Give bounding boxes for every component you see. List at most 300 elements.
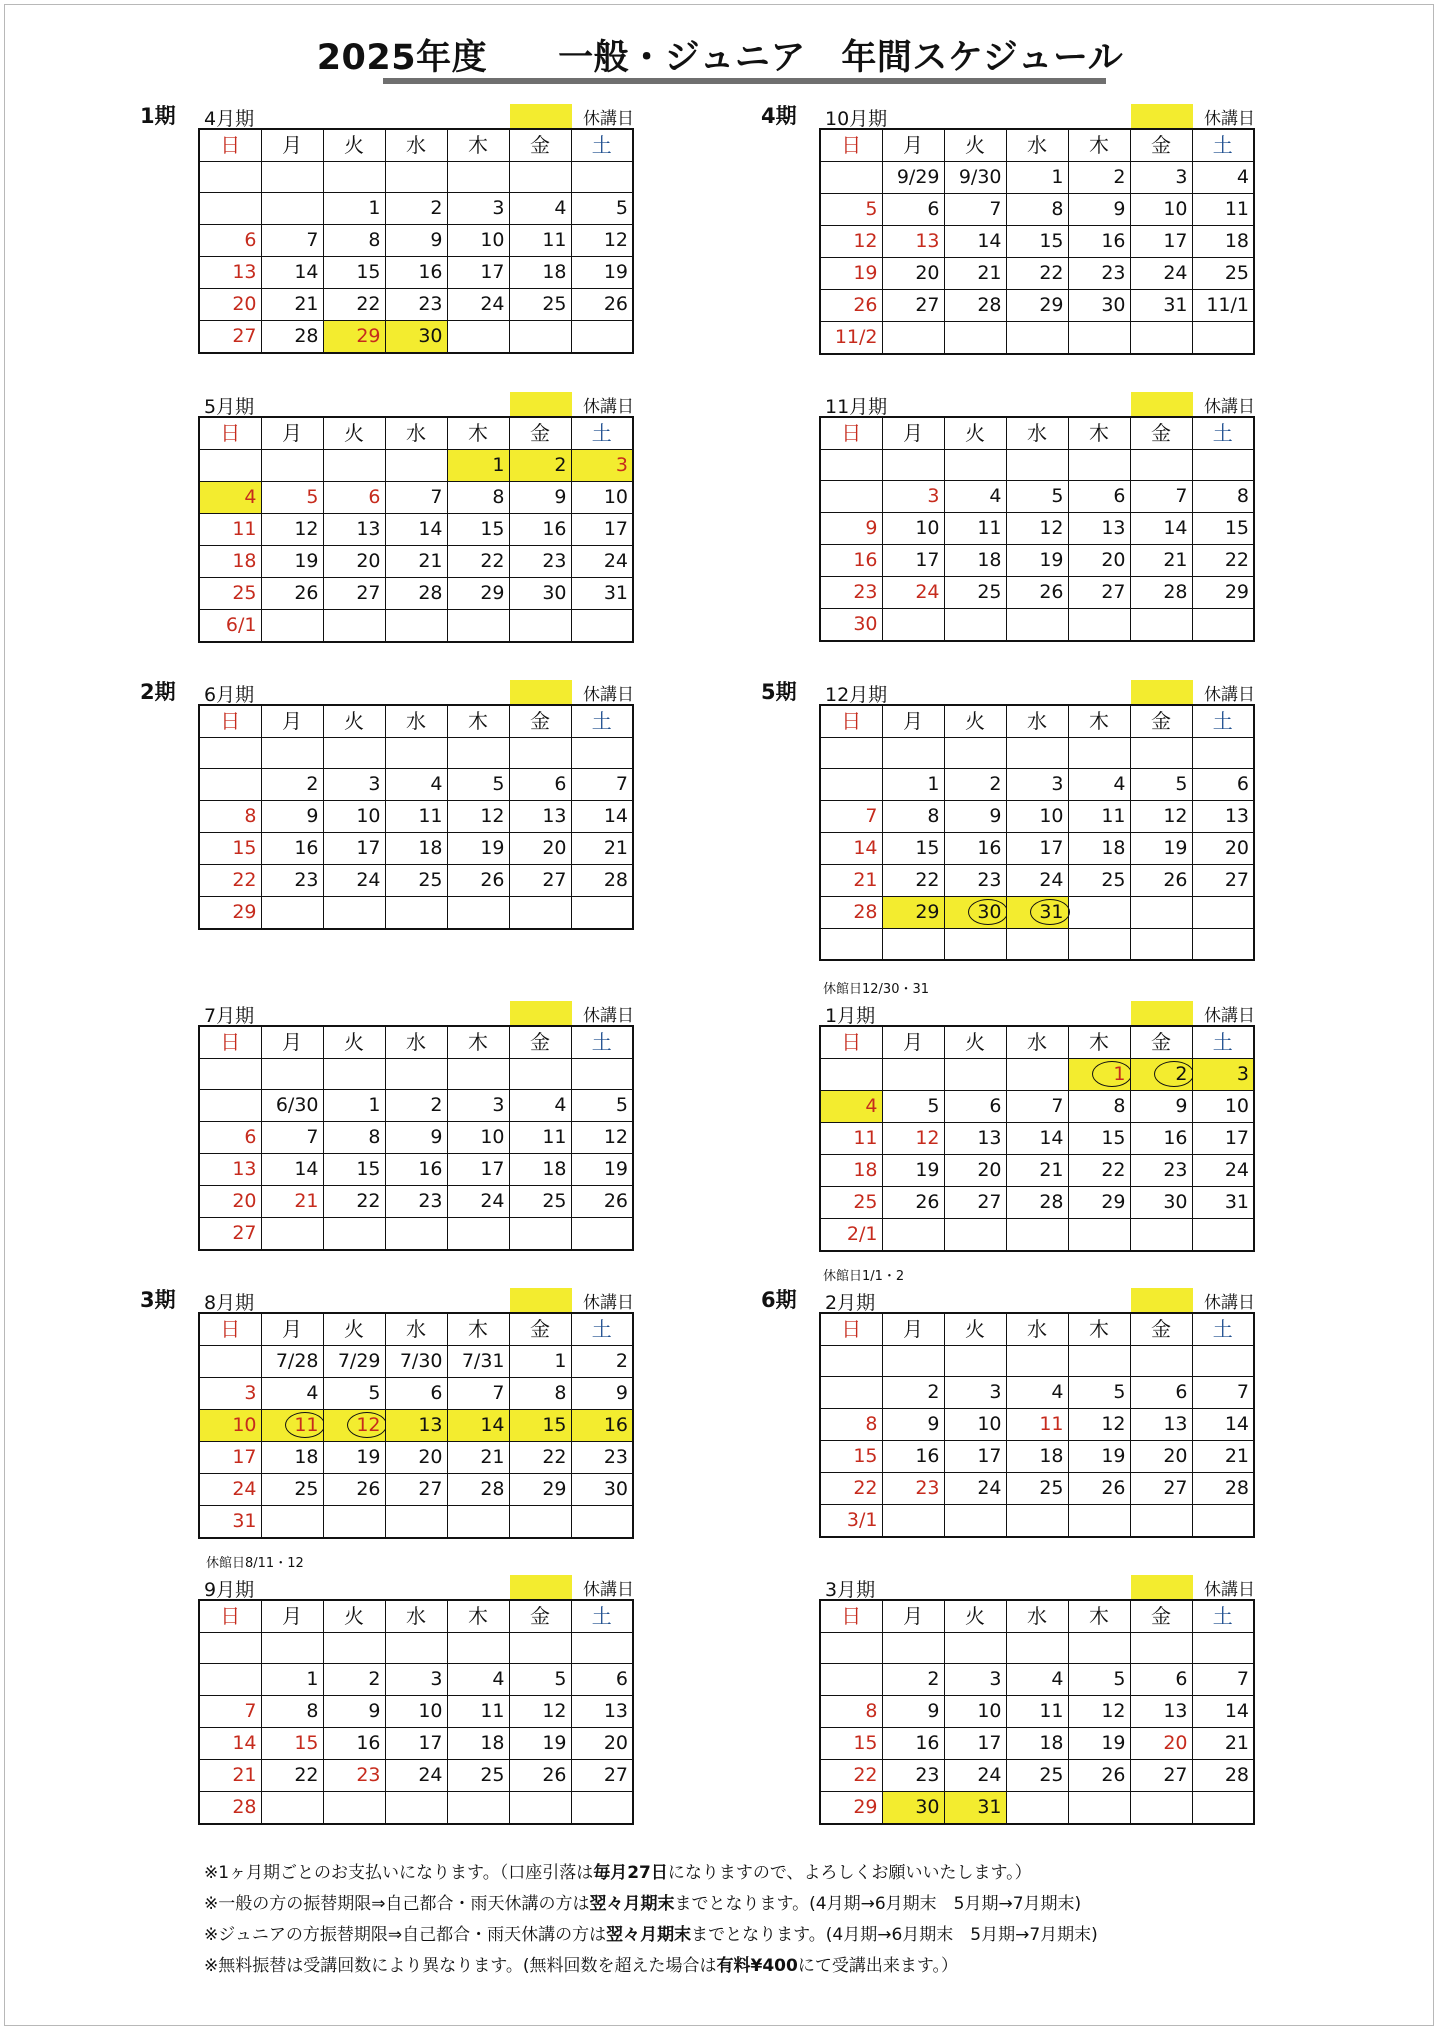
day-cell: 16 (1068, 226, 1130, 258)
day-cell: 3 (1006, 769, 1068, 801)
day-cell: 1 (261, 1664, 323, 1696)
legend-label: 休講日 (1204, 108, 1255, 129)
weekday-header: 月 (882, 1600, 944, 1633)
day-cell (1068, 929, 1130, 960)
day-cell: 25 (509, 1186, 571, 1218)
day-cell (882, 1346, 944, 1377)
calendar-grid (198, 704, 634, 930)
day-cell: 5 (261, 482, 323, 514)
weekday-header: 水 (1006, 129, 1068, 162)
legend-swatch (1131, 1288, 1193, 1312)
day-cell: 13 (944, 1123, 1006, 1155)
day-cell: 12 (261, 514, 323, 546)
day-cell: 20 (323, 546, 385, 578)
month-label: 12月期 (825, 684, 888, 706)
week-row (199, 1760, 633, 1792)
day-cell: 27 (882, 290, 944, 322)
day-cell: 5 (509, 1664, 571, 1696)
day-cell: 9/29 (882, 162, 944, 194)
day-cell: 2 (1068, 162, 1130, 194)
legend-swatch (1131, 392, 1193, 416)
day-cell: 28 (944, 290, 1006, 322)
title-underline (383, 78, 1106, 84)
day-cell (944, 1059, 1006, 1091)
day-cell: 19 (1006, 545, 1068, 577)
legend-label: 休講日 (583, 1292, 634, 1313)
day-cell (820, 162, 882, 194)
day-cell: 25 (447, 1760, 509, 1792)
day-cell: 21 (261, 1186, 323, 1218)
week-row (199, 1186, 633, 1218)
weekday-header: 日 (199, 1026, 261, 1059)
day-cell: 5 (1130, 769, 1192, 801)
day-cell (882, 929, 944, 960)
weekday-header-row (820, 129, 1254, 162)
day-cell: 6 (1068, 481, 1130, 513)
weekday-header-row (199, 1600, 633, 1633)
week-row (199, 289, 633, 321)
day-cell: 1 (509, 1346, 571, 1378)
day-cell: 19 (571, 257, 633, 289)
day-cell (447, 1506, 509, 1539)
legend (1131, 680, 1255, 704)
day-cell: 6 (571, 1664, 633, 1696)
day-cell: 24 (1192, 1155, 1254, 1187)
day-cell (1192, 450, 1254, 481)
closed-note: 休館日8/11・12 (206, 1556, 304, 1571)
weekday-header: 水 (385, 1313, 447, 1346)
weekday-header: 日 (820, 1313, 882, 1346)
day-cell (509, 1792, 571, 1825)
day-cell: 19 (261, 546, 323, 578)
day-cell: 6 (1192, 769, 1254, 801)
week-row (820, 1409, 1254, 1441)
day-cell: 24 (1006, 865, 1068, 897)
day-cell: 15 (820, 1441, 882, 1473)
weekday-header: 金 (509, 1600, 571, 1633)
day-cell: 17 (323, 833, 385, 865)
legend-label: 休講日 (583, 1579, 634, 1600)
weekday-header: 木 (1068, 417, 1130, 450)
term-label: 3期 (140, 1288, 176, 1312)
day-cell: 9 (1068, 194, 1130, 226)
day-cell: 5 (571, 1090, 633, 1122)
day-cell: 20 (1130, 1728, 1192, 1760)
day-cell: 14 (199, 1728, 261, 1760)
day-cell (1130, 1792, 1192, 1825)
day-cell: 27 (1192, 865, 1254, 897)
day-cell: 4 (261, 1378, 323, 1410)
day-cell: 9 (882, 1696, 944, 1728)
day-cell: 9 (261, 801, 323, 833)
day-cell (1130, 897, 1192, 929)
calendar-march (819, 1575, 1255, 1825)
day-cell: 3 (447, 1090, 509, 1122)
day-cell: 10 (944, 1696, 1006, 1728)
day-cell: 11 (1068, 801, 1130, 833)
day-cell: 4 (447, 1664, 509, 1696)
week-row (199, 833, 633, 865)
week-row (199, 193, 633, 225)
day-cell: 26 (1130, 865, 1192, 897)
day-cell: 3/1 (820, 1505, 882, 1538)
week-row (820, 897, 1254, 929)
day-cell (199, 162, 261, 193)
month-label: 11月期 (825, 396, 888, 418)
weekday-header: 金 (1130, 1600, 1192, 1633)
day-cell: 18 (509, 1154, 571, 1186)
day-cell: 11 (447, 1696, 509, 1728)
day-cell: 14 (261, 1154, 323, 1186)
day-cell (199, 193, 261, 225)
week-row (199, 1633, 633, 1664)
day-cell: 8 (1068, 1091, 1130, 1123)
day-cell (509, 1218, 571, 1251)
calendar-october (761, 104, 1255, 355)
day-cell: 2 (323, 1664, 385, 1696)
day-cell: 8 (323, 1122, 385, 1154)
day-cell (385, 1218, 447, 1251)
day-cell: 29 (1192, 577, 1254, 609)
day-cell (571, 1059, 633, 1090)
day-cell (1006, 1059, 1068, 1091)
week-row (199, 1378, 633, 1410)
day-cell (882, 450, 944, 481)
day-cell: 28 (1130, 577, 1192, 609)
calendar-may (198, 392, 634, 643)
legend (1131, 1001, 1255, 1025)
day-cell (571, 162, 633, 193)
day-cell: 12 (571, 1122, 633, 1154)
day-cell (261, 1506, 323, 1539)
legend-label: 休講日 (583, 684, 634, 705)
week-row (820, 577, 1254, 609)
day-cell: 16 (323, 1728, 385, 1760)
day-cell (385, 162, 447, 193)
weekday-header: 日 (820, 129, 882, 162)
day-cell: 22 (882, 865, 944, 897)
month-label: 7月期 (204, 1005, 255, 1027)
day-cell: 27 (199, 1218, 261, 1251)
day-cell (820, 450, 882, 481)
day-cell: 11 (820, 1123, 882, 1155)
day-cell: 31 (1006, 897, 1068, 929)
day-cell (199, 769, 261, 801)
weekday-header: 金 (509, 417, 571, 450)
day-cell: 9 (323, 1696, 385, 1728)
day-cell: 21 (1192, 1728, 1254, 1760)
day-cell: 10 (323, 801, 385, 833)
day-cell: 2 (571, 1346, 633, 1378)
weekday-header-row (199, 129, 633, 162)
weekday-header: 月 (261, 705, 323, 738)
day-cell: 16 (1130, 1123, 1192, 1155)
day-cell (447, 162, 509, 193)
day-cell: 30 (571, 1474, 633, 1506)
calendar-grid (198, 1599, 634, 1825)
day-cell: 29 (447, 578, 509, 610)
day-cell: 20 (509, 833, 571, 865)
day-cell: 25 (385, 865, 447, 897)
day-cell: 24 (1130, 258, 1192, 290)
day-cell (1192, 1633, 1254, 1664)
day-cell (820, 481, 882, 513)
day-cell: 11 (385, 801, 447, 833)
day-cell: 5 (447, 769, 509, 801)
week-row (820, 513, 1254, 545)
day-cell: 7/31 (447, 1346, 509, 1378)
day-cell: 16 (820, 545, 882, 577)
day-cell (1130, 1219, 1192, 1252)
week-row (820, 1664, 1254, 1696)
calendar-january (819, 1001, 1255, 1284)
day-cell: 1 (1068, 1059, 1130, 1091)
day-cell (323, 450, 385, 482)
day-cell: 15 (509, 1410, 571, 1442)
day-cell: 24 (944, 1760, 1006, 1792)
day-cell: 28 (820, 897, 882, 929)
day-cell: 21 (571, 833, 633, 865)
day-cell: 17 (944, 1728, 1006, 1760)
day-cell (261, 162, 323, 193)
weekday-header: 金 (1130, 417, 1192, 450)
weekday-header: 火 (944, 129, 1006, 162)
day-cell: 26 (571, 1186, 633, 1218)
day-cell: 18 (820, 1155, 882, 1187)
day-cell: 14 (447, 1410, 509, 1442)
weekday-header: 金 (509, 705, 571, 738)
day-cell: 13 (1068, 513, 1130, 545)
day-cell: 7 (199, 1696, 261, 1728)
day-cell: 17 (1192, 1123, 1254, 1155)
day-cell: 6 (944, 1091, 1006, 1123)
day-cell (944, 1346, 1006, 1377)
day-cell: 8 (323, 225, 385, 257)
legend-label: 休講日 (583, 396, 634, 417)
month-label: 2月期 (825, 1292, 876, 1314)
day-cell: 24 (385, 1760, 447, 1792)
day-cell: 31 (1130, 290, 1192, 322)
day-cell: 20 (1130, 1441, 1192, 1473)
day-cell: 24 (447, 1186, 509, 1218)
day-cell: 11 (509, 1122, 571, 1154)
day-cell (571, 1218, 633, 1251)
day-cell: 14 (1130, 513, 1192, 545)
day-cell (261, 1633, 323, 1664)
day-cell: 7 (261, 1122, 323, 1154)
day-cell: 6/30 (261, 1090, 323, 1122)
day-cell: 11 (944, 513, 1006, 545)
day-cell (571, 1633, 633, 1664)
legend (1131, 1288, 1255, 1312)
note-payment: ※1ヶ月期ごとのお支払いになります。（口座引落は毎月27日になりますので、よろしくお願いいたします。） (204, 1863, 1032, 1883)
day-cell (199, 1346, 261, 1378)
weekday-header: 火 (323, 705, 385, 738)
weekday-header: 日 (199, 129, 261, 162)
day-cell (820, 1346, 882, 1377)
day-cell: 25 (199, 578, 261, 610)
day-cell (323, 1218, 385, 1251)
day-cell: 10 (447, 225, 509, 257)
circle-mark (1154, 1061, 1194, 1087)
day-cell: 23 (944, 865, 1006, 897)
day-cell: 17 (1130, 226, 1192, 258)
calendar-december (761, 680, 1255, 997)
day-cell: 8 (820, 1409, 882, 1441)
day-cell: 9 (385, 1122, 447, 1154)
day-cell: 20 (199, 1186, 261, 1218)
day-cell (199, 1664, 261, 1696)
week-row (820, 929, 1254, 960)
calendar-november (819, 392, 1255, 642)
weekday-header: 土 (1192, 1313, 1254, 1346)
day-cell (882, 1633, 944, 1664)
week-row (820, 1377, 1254, 1409)
day-cell: 29 (820, 1792, 882, 1825)
day-cell: 18 (1068, 833, 1130, 865)
weekday-header: 木 (1068, 705, 1130, 738)
week-row (820, 1187, 1254, 1219)
week-row (199, 801, 633, 833)
week-row (820, 738, 1254, 769)
day-cell: 27 (944, 1187, 1006, 1219)
weekday-header-row (820, 1026, 1254, 1059)
day-cell: 30 (385, 321, 447, 354)
day-cell: 17 (447, 1154, 509, 1186)
day-cell: 12 (1130, 801, 1192, 833)
day-cell: 19 (571, 1154, 633, 1186)
day-cell (323, 1506, 385, 1539)
day-cell: 13 (509, 801, 571, 833)
day-cell (1068, 738, 1130, 769)
day-cell: 29 (323, 321, 385, 354)
day-cell: 3 (944, 1377, 1006, 1409)
day-cell: 7 (1130, 481, 1192, 513)
day-cell (944, 609, 1006, 642)
day-cell: 4 (944, 481, 1006, 513)
day-cell: 23 (385, 289, 447, 321)
day-cell: 10 (571, 482, 633, 514)
week-row (820, 1346, 1254, 1377)
day-cell: 5 (571, 193, 633, 225)
day-cell: 10 (199, 1410, 261, 1442)
day-cell: 13 (1130, 1409, 1192, 1441)
day-cell (385, 1633, 447, 1664)
day-cell: 22 (820, 1760, 882, 1792)
calendar-grid (198, 128, 634, 354)
day-cell: 28 (1192, 1760, 1254, 1792)
weekday-header: 金 (1130, 1026, 1192, 1059)
day-cell (1068, 1633, 1130, 1664)
day-cell: 13 (323, 514, 385, 546)
day-cell: 3 (1192, 1059, 1254, 1091)
notes (204, 1858, 1098, 1982)
day-cell: 15 (323, 257, 385, 289)
day-cell: 12 (1068, 1409, 1130, 1441)
day-cell: 10 (385, 1696, 447, 1728)
weekday-header: 火 (323, 417, 385, 450)
day-cell: 25 (1068, 865, 1130, 897)
day-cell: 16 (385, 1154, 447, 1186)
day-cell (385, 610, 447, 643)
day-cell (509, 1059, 571, 1090)
term-label: 6期 (761, 1288, 797, 1312)
day-cell: 1 (447, 450, 509, 482)
day-cell: 28 (1006, 1187, 1068, 1219)
day-cell: 23 (509, 546, 571, 578)
day-cell: 3 (323, 769, 385, 801)
day-cell: 4 (509, 1090, 571, 1122)
day-cell: 28 (571, 865, 633, 897)
legend (510, 104, 634, 128)
day-cell: 26 (447, 865, 509, 897)
week-row (820, 322, 1254, 355)
day-cell: 25 (1006, 1473, 1068, 1505)
day-cell: 7/30 (385, 1346, 447, 1378)
day-cell: 2 (882, 1664, 944, 1696)
day-cell (199, 1633, 261, 1664)
weekday-header: 水 (385, 705, 447, 738)
day-cell (199, 1090, 261, 1122)
week-row (199, 769, 633, 801)
day-cell (509, 321, 571, 354)
day-cell: 4 (1192, 162, 1254, 194)
day-cell (820, 1633, 882, 1664)
week-row (199, 1792, 633, 1825)
weekday-header: 水 (1006, 1026, 1068, 1059)
day-cell: 2 (882, 1377, 944, 1409)
day-cell (882, 1505, 944, 1538)
day-cell (820, 929, 882, 960)
weekday-header: 日 (820, 705, 882, 738)
weekday-header: 金 (1130, 1313, 1192, 1346)
week-row (820, 1219, 1254, 1252)
day-cell (1006, 450, 1068, 481)
day-cell (261, 1792, 323, 1825)
day-cell: 20 (882, 258, 944, 290)
legend-label: 休講日 (583, 1005, 634, 1026)
day-cell (385, 450, 447, 482)
weekday-header: 火 (944, 705, 1006, 738)
weekday-header: 金 (1130, 129, 1192, 162)
day-cell: 6 (509, 769, 571, 801)
circle-mark (1092, 1061, 1132, 1087)
circle-mark (347, 1412, 387, 1438)
calendar-grid (198, 1025, 634, 1251)
day-cell (1130, 450, 1192, 481)
day-cell: 6/1 (199, 610, 261, 643)
day-cell: 5 (820, 194, 882, 226)
day-cell: 17 (199, 1442, 261, 1474)
day-cell (447, 321, 509, 354)
week-row (820, 1633, 1254, 1664)
week-row (199, 1346, 633, 1378)
day-cell: 7 (1192, 1377, 1254, 1409)
day-cell: 1 (323, 193, 385, 225)
month-label: 3月期 (825, 1579, 876, 1601)
weekday-header: 土 (1192, 417, 1254, 450)
day-cell: 22 (447, 546, 509, 578)
week-row (820, 1473, 1254, 1505)
calendar-grid (819, 1312, 1255, 1538)
weekday-header: 木 (447, 1313, 509, 1346)
day-cell: 25 (820, 1187, 882, 1219)
day-cell: 28 (385, 578, 447, 610)
day-cell: 20 (944, 1155, 1006, 1187)
weekday-header: 土 (1192, 1600, 1254, 1633)
legend-label: 休講日 (1204, 1005, 1255, 1026)
day-cell: 19 (820, 258, 882, 290)
